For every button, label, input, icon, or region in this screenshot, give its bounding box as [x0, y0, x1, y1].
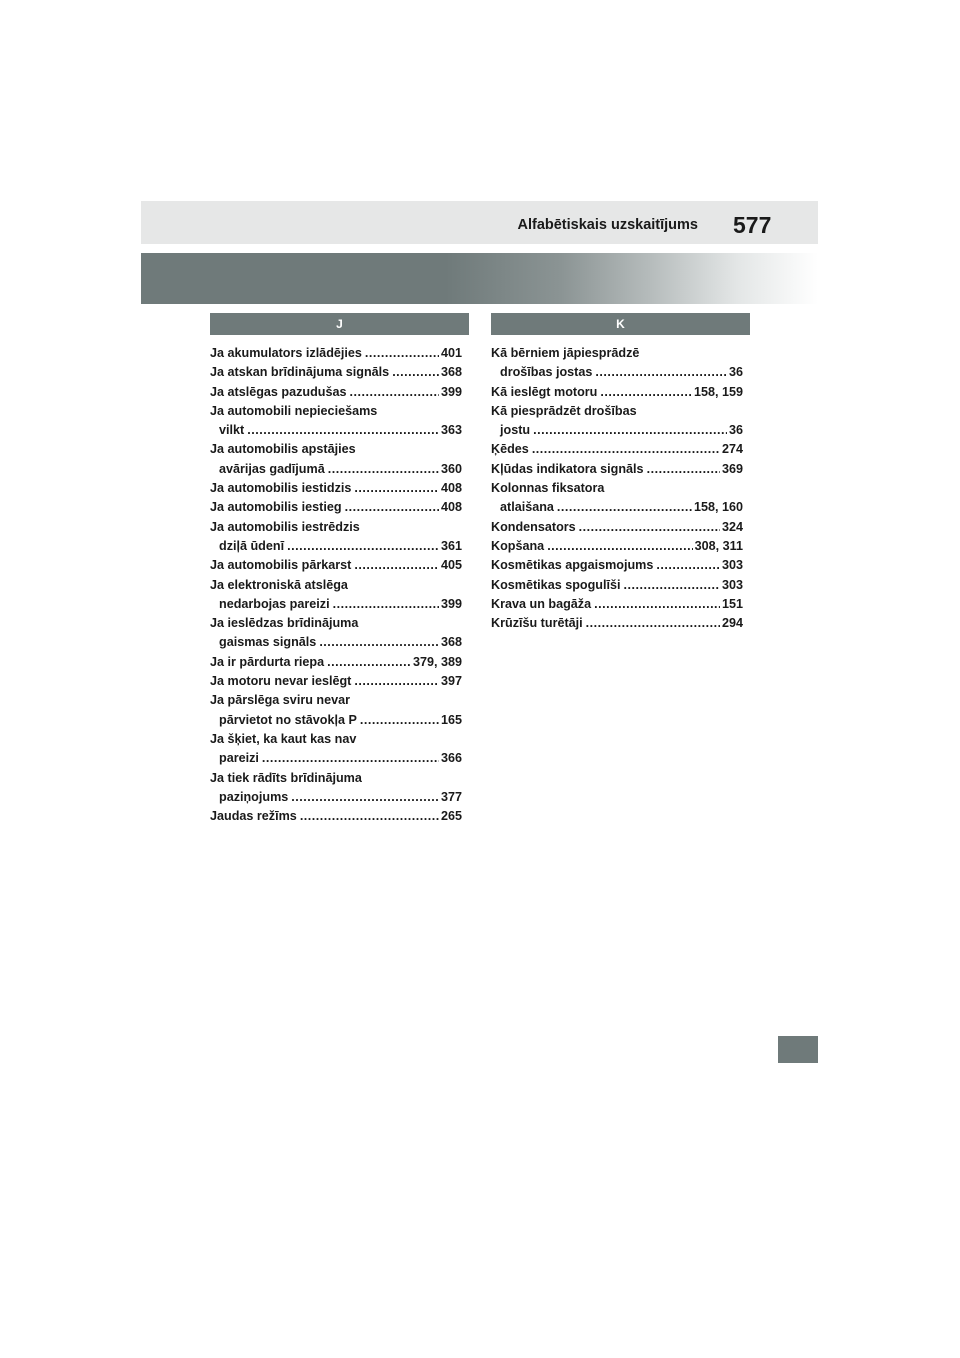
entry-term: gaismas signāls — [219, 635, 317, 650]
entry-line — [210, 498, 469, 517]
index-entry — [210, 769, 469, 808]
entry-line — [491, 363, 750, 382]
entry-line — [491, 421, 750, 440]
entry-term: Kosmētikas spogulīši — [491, 577, 621, 592]
dot-leader — [300, 807, 439, 826]
entry-line — [210, 402, 469, 421]
entry-page-ref: 368 — [440, 365, 462, 380]
entry-page-ref: 151 — [721, 596, 743, 611]
entry-term: Ja automobilis pārkarst — [210, 558, 352, 573]
entry-page-ref: 366 — [440, 751, 462, 766]
entry-line — [210, 421, 469, 440]
entry-term: Ja motoru nevar ieslēgt — [210, 674, 352, 689]
entry-page-ref: 158, 159 — [693, 384, 743, 399]
entry-term: Ja automobili nepieciešams — [210, 403, 378, 418]
entry-page-ref: 397 — [440, 674, 462, 689]
entry-term: Kļūdas indikatora signāls — [491, 461, 644, 476]
entry-term: dziļā ūdenī — [219, 538, 285, 553]
entry-line — [210, 769, 469, 788]
index-entry — [491, 595, 750, 614]
entry-line — [491, 402, 750, 421]
entry-term: avārijas gadījumā — [219, 461, 325, 476]
index-column-j — [210, 313, 469, 826]
entry-line — [210, 576, 469, 595]
index-entry — [491, 479, 750, 518]
entry-line — [210, 788, 469, 807]
entry-line — [210, 344, 469, 363]
entry-page-ref: 399 — [440, 596, 462, 611]
index-entry — [210, 498, 469, 517]
thumb-index-tab — [778, 1036, 818, 1063]
dot-leader — [345, 498, 439, 517]
dot-leader — [247, 421, 439, 440]
entry-line — [210, 730, 469, 749]
entry-line — [491, 440, 750, 459]
dot-leader — [595, 363, 727, 382]
index-entry — [491, 537, 750, 556]
entry-term: Ja automobilis iestrēdzis — [210, 519, 360, 534]
index-entry — [210, 576, 469, 615]
index-entries — [210, 344, 469, 826]
entry-term: Krava un bagāža — [491, 596, 592, 611]
index-entry — [210, 653, 469, 672]
entry-page-ref: 308, 311 — [694, 538, 743, 553]
entry-term: Ja atskan brīdinājuma signāls — [210, 365, 390, 380]
entry-page-ref: 363 — [440, 423, 462, 438]
entry-line — [491, 518, 750, 537]
entry-page-ref: 36 — [728, 423, 743, 438]
entry-line — [210, 749, 469, 768]
header-band — [141, 201, 818, 244]
dot-leader — [287, 537, 439, 556]
entry-page-ref: 360 — [440, 461, 462, 476]
entry-line — [491, 595, 750, 614]
dot-leader — [656, 556, 720, 575]
index-entry — [210, 518, 469, 557]
entry-term: Kolonnas fiksatora — [491, 481, 605, 496]
dot-leader — [547, 537, 692, 556]
entry-term: Ja ieslēdzas brīdinājuma — [210, 616, 359, 631]
dot-leader — [533, 421, 727, 440]
dot-leader — [354, 479, 439, 498]
entry-line — [210, 460, 469, 479]
dot-leader — [291, 788, 439, 807]
letter-header: K — [491, 313, 750, 335]
entry-page-ref: 324 — [721, 519, 743, 534]
entry-term: pareizi — [219, 751, 259, 766]
dot-leader — [623, 576, 720, 595]
entry-page-ref: 368 — [440, 635, 462, 650]
entry-page-ref: 361 — [440, 538, 462, 553]
entry-page-ref: 36 — [728, 365, 743, 380]
entry-page-ref: 408 — [440, 481, 462, 496]
entry-term: Ja automobilis apstājies — [210, 442, 356, 457]
entry-line — [210, 440, 469, 459]
entry-line — [210, 595, 469, 614]
entry-term: Kosmētikas apgaismojums — [491, 558, 654, 573]
dot-leader — [354, 556, 439, 575]
dot-leader — [360, 711, 439, 730]
index-entry — [210, 479, 469, 498]
section-title: Alfabētiskais uzskaitījums — [517, 217, 698, 233]
entry-term: atlaišana — [500, 500, 554, 515]
entry-term: Ja tiek rādīts brīdinājuma — [210, 770, 362, 785]
entry-page-ref: 303 — [721, 558, 743, 573]
index-entry — [491, 344, 750, 383]
entry-line — [491, 498, 750, 517]
entry-page-ref: 265 — [440, 809, 462, 824]
entry-term: Ja automobilis iestidzis — [210, 481, 352, 496]
entry-term: Krūzīšu turētāji — [491, 616, 583, 631]
dot-leader — [586, 614, 720, 633]
index-entry — [491, 518, 750, 537]
entry-term: pārvietot no stāvokļa P — [219, 712, 357, 727]
entry-page-ref: 405 — [440, 558, 462, 573]
entry-line — [210, 672, 469, 691]
dot-leader — [532, 440, 720, 459]
entry-page-ref: 294 — [721, 616, 743, 631]
entry-page-ref: 165 — [440, 712, 462, 727]
entry-line — [210, 556, 469, 575]
entry-term: drošības jostas — [500, 365, 593, 380]
entry-line — [210, 711, 469, 730]
entry-line — [491, 556, 750, 575]
entry-term: Kā ieslēgt motoru — [491, 384, 598, 399]
entry-page-ref: 303 — [721, 577, 743, 592]
index-entry — [491, 460, 750, 479]
index-entry — [210, 383, 469, 402]
entry-term: nedarbojas pareizi — [219, 596, 330, 611]
entry-page-ref: 408 — [440, 500, 462, 515]
entry-term: jostu — [500, 423, 531, 438]
entry-page-ref: 399 — [440, 384, 462, 399]
entry-line — [491, 576, 750, 595]
entry-line — [491, 479, 750, 498]
index-entry — [210, 440, 469, 479]
entry-page-ref: 369 — [721, 461, 743, 476]
entry-term: Ja akumulators izlādējies — [210, 346, 362, 360]
entry-term: Ja atslēgas pazudušas — [210, 384, 347, 399]
page-number: 577 — [733, 212, 772, 238]
entry-term: Ja automobilis iestieg — [210, 500, 342, 515]
dot-leader — [392, 363, 439, 382]
entry-line — [491, 460, 750, 479]
dot-leader — [262, 749, 439, 768]
entry-term: Ja elektroniskā atslēga — [210, 577, 348, 592]
dot-leader — [365, 344, 439, 363]
index-entries — [491, 344, 750, 633]
entry-term: vilkt — [219, 423, 245, 438]
entry-term: Ja šķiet, ka kaut kas nav — [210, 731, 357, 746]
index-entry — [491, 556, 750, 575]
index-entry — [210, 402, 469, 441]
entry-page-ref: 377 — [440, 789, 462, 804]
index-entry — [210, 730, 469, 769]
entry-line — [210, 691, 469, 710]
dot-leader — [600, 383, 692, 402]
entry-term: Ja pārslēga sviru nevar — [210, 693, 351, 708]
dot-leader — [319, 633, 439, 652]
entry-line — [210, 537, 469, 556]
entry-line — [210, 653, 469, 672]
entry-line — [491, 383, 750, 402]
index-entry — [210, 614, 469, 653]
index-entry — [491, 614, 750, 633]
entry-line — [210, 633, 469, 652]
entry-page-ref: 379, 389 — [412, 654, 462, 669]
dot-leader — [350, 383, 439, 402]
index-entry — [491, 383, 750, 402]
index-entry — [491, 576, 750, 595]
dot-leader — [579, 518, 720, 537]
entry-page-ref: 158, 160 — [693, 500, 743, 515]
index-entry — [491, 402, 750, 441]
decorative-gradient-bar — [141, 253, 818, 304]
entry-line — [210, 518, 469, 537]
index-entry — [210, 691, 469, 730]
entry-page-ref: 401 — [440, 346, 462, 360]
entry-term: Ja ir pārdurta riepa — [210, 654, 325, 669]
index-entry — [210, 556, 469, 575]
index-entry — [491, 440, 750, 459]
dot-leader — [327, 653, 411, 672]
entry-line — [210, 807, 469, 826]
dot-leader — [647, 460, 720, 479]
entry-page-ref: 274 — [721, 442, 743, 457]
entry-term: paziņojums — [219, 789, 289, 804]
entry-term: Jaudas režīms — [210, 809, 297, 824]
index-entry — [210, 672, 469, 691]
entry-term: Ķēdes — [491, 442, 529, 457]
entry-line — [210, 363, 469, 382]
dot-leader — [328, 460, 439, 479]
index-entry — [210, 363, 469, 382]
index-entry — [210, 807, 469, 826]
entry-line — [491, 537, 750, 556]
entry-line — [210, 383, 469, 402]
letter-header: J — [210, 313, 469, 335]
entry-line — [210, 479, 469, 498]
index-column-k — [491, 313, 750, 633]
entry-line — [491, 614, 750, 633]
dot-leader — [557, 498, 692, 517]
dot-leader — [333, 595, 439, 614]
entry-term: Kondensators — [491, 519, 576, 534]
dot-leader — [354, 672, 439, 691]
entry-line — [491, 344, 750, 363]
entry-term: Kopšana — [491, 538, 545, 553]
entry-line — [210, 614, 469, 633]
index-entry — [210, 344, 469, 363]
entry-term: Kā piesprādzēt drošības — [491, 403, 637, 418]
entry-term: Kā bērniem jāpiesprādzē — [491, 346, 640, 360]
dot-leader — [594, 595, 720, 614]
